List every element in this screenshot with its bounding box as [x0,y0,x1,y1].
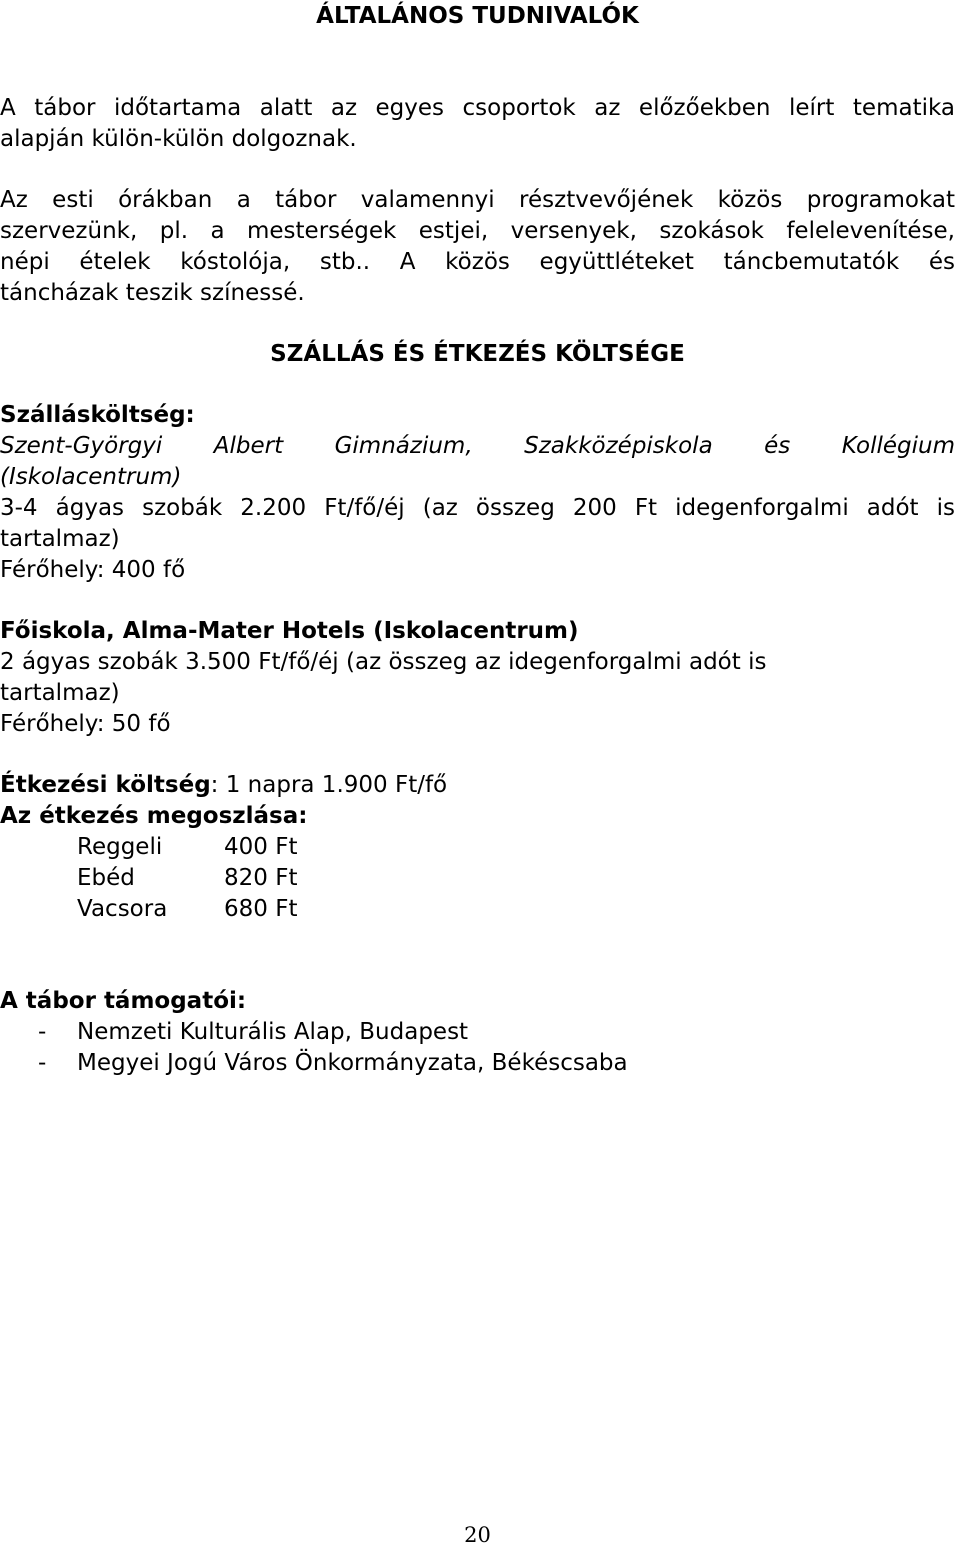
meal-row-lunch [77,864,297,892]
page-number: 20 [464,1523,491,1547]
venue1-price-line2: tartalmaz) [0,526,120,552]
meal-price: 400 Ft [224,834,298,860]
venue1-price-line1: 3-4 ágyas szobák 2.200 Ft/fő/éj (az összeg 200 Ft idegenforgalmi adót is [0,495,955,521]
venue2-capacity: Férőhely: 50 fő [0,711,171,737]
meal-cost-value: : 1 napra 1.900 Ft/fő [210,772,448,798]
venue2-price-line1: 2 ágyas szobák 3.500 Ft/fő/éj (az összeg az idegenforgalmi adót is [0,649,767,675]
para1-line1: A tábor időtartama alatt az egyes csoportok az előzőekben leírt tematika [0,95,955,121]
meal-price: 680 Ft [224,896,298,922]
list-bullet-dash: - [38,1050,47,1076]
meal-cost-label: Étkezési költség [0,772,211,798]
meal-row-breakfast [77,833,297,861]
meal-breakdown-label: Az étkezés megoszlása: [0,803,308,829]
lodging-label: Szállásköltség: [0,402,195,428]
venue1-name-line2: (Iskolacentrum) [0,464,182,490]
venue1-name-line1: Szent-Györgyi Albert Gimnázium, Szakközépiskola és Kollégium [0,433,955,459]
meal-name: Reggeli [77,834,163,860]
supporter-item: Megyei Jogú Város Önkormányzata, Békéscsaba [77,1050,628,1076]
para2-line1: Az esti órákban a tábor valamennyi résztvevőjének közös programokat [0,187,955,213]
supporter-item: Nemzeti Kulturális Alap, Budapest [77,1019,469,1045]
para2-line4: táncházak teszik színessé. [0,280,305,306]
venue2-name: Főiskola, Alma-Mater Hotels (Iskolacentrum) [0,618,579,644]
para2-line3: népi ételek kóstolója, stb.. A közös együttléteket táncbemutatók és [0,249,955,275]
venue2-price-line2: tartalmaz) [0,680,120,706]
section-title-costs: SZÁLLÁS ÉS ÉTKEZÉS KÖLTSÉGE [270,341,685,367]
para2-line2: szervezünk, pl. a mesterségek estjei, versenyek, szokások felelevenítése, [0,218,955,244]
meal-cost-line [0,771,447,799]
para1-line2: alapján külön-külön dolgoznak. [0,126,357,152]
list-bullet-dash: - [38,1019,47,1045]
supporters-label: A tábor támogatói: [0,988,247,1014]
meal-name: Vacsora [77,896,168,922]
meal-row-dinner [77,895,297,923]
venue1-capacity: Férőhely: 400 fő [0,557,186,583]
meal-price: 820 Ft [224,865,298,891]
meal-name: Ebéd [77,865,135,891]
section-title-general: ÁLTALÁNOS TUDNIVALÓK [316,3,639,29]
